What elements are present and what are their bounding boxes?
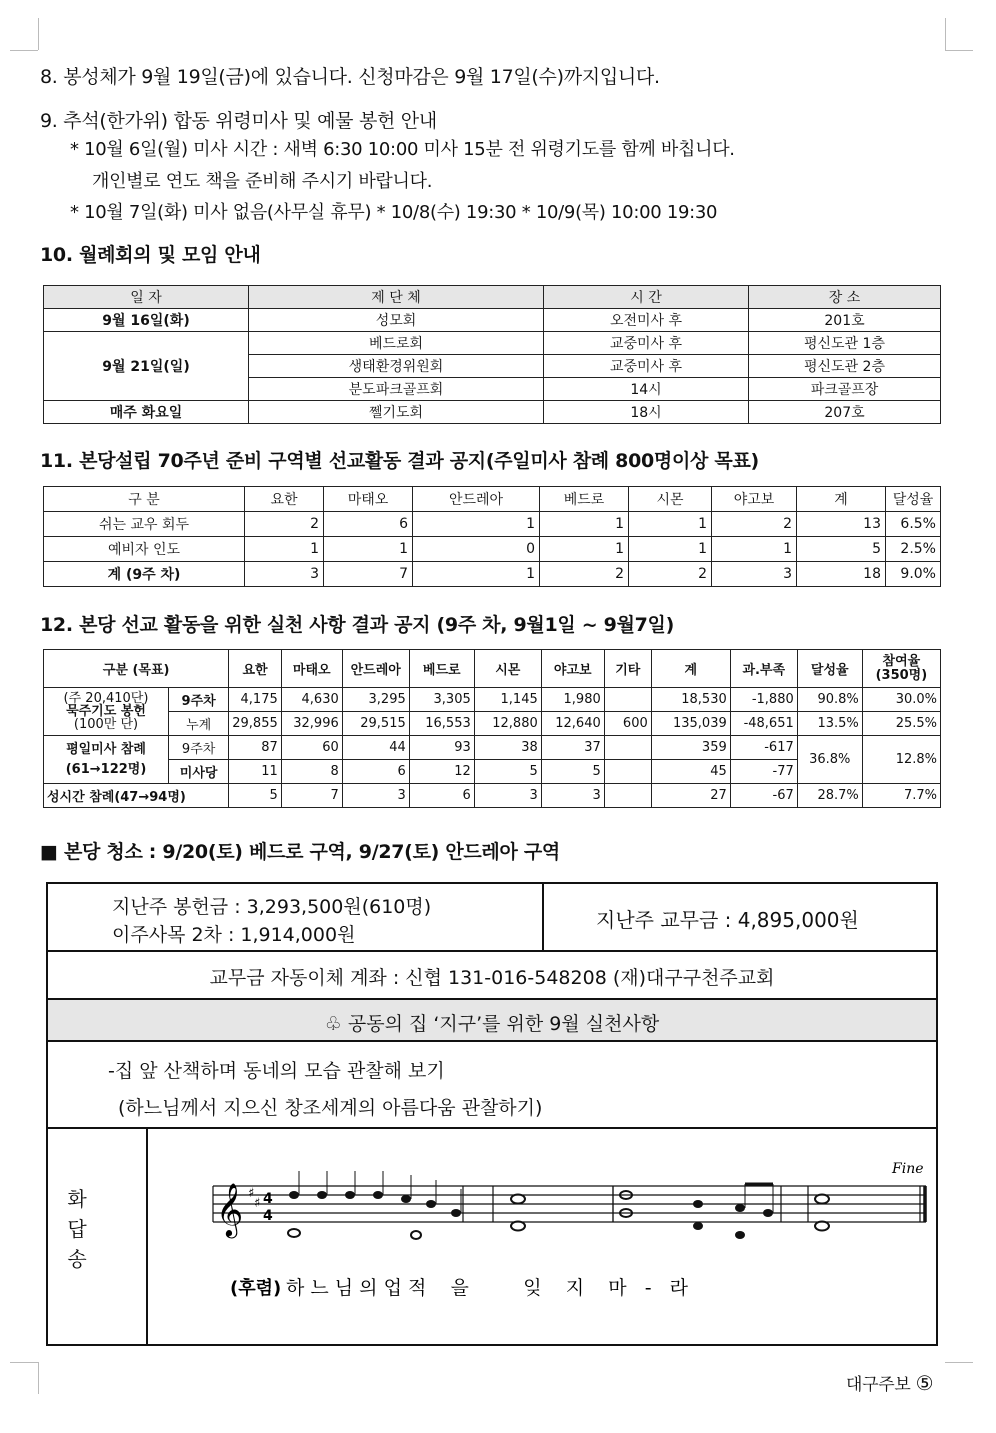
- table-cell: 93: [409, 736, 474, 760]
- mission70-table: [43, 486, 941, 587]
- practice-header: 과.부족: [730, 650, 797, 688]
- meetings-header-time: 시 간: [544, 286, 749, 309]
- practice-header: 야고보: [541, 650, 604, 688]
- mission70-header: 구 분: [44, 487, 245, 512]
- table-row: [44, 784, 941, 808]
- table-cell: 1: [413, 512, 540, 537]
- crop-mark: [38, 1362, 39, 1394]
- row-sublabel: 9주차: [169, 736, 229, 760]
- section-title-meetings: 10. 월례회의 및 모임 안내: [40, 244, 261, 266]
- time-signature: 4: [263, 1208, 273, 1224]
- table-cell: 1: [712, 537, 797, 562]
- table-cell: 7.7%: [862, 784, 940, 808]
- table-cell: 3: [712, 562, 797, 587]
- table-cell: 3: [541, 784, 604, 808]
- table-cell: 7: [324, 562, 413, 587]
- table-cell: 2.5%: [886, 537, 941, 562]
- table-cell: 16,553: [409, 712, 474, 736]
- meeting-date: 9월 21일(일): [44, 332, 249, 401]
- table-cell: 44: [342, 736, 409, 760]
- section-title-mission70: 11. 본당설립 70주년 준비 구역별 선교활동 결과 공지(주일미사 참례 800명이상 목표): [40, 450, 759, 472]
- table-cell: 27: [651, 784, 730, 808]
- finance-box: [46, 882, 938, 1346]
- mission70-header: 야고보: [712, 487, 797, 512]
- meeting-group: 성모회: [249, 309, 544, 332]
- row-sublabel: 누계: [169, 712, 229, 736]
- music-staff: [148, 1129, 938, 1344]
- mission70-label: 예비자 인도: [44, 537, 245, 562]
- mission70-header: 계: [797, 487, 886, 512]
- table-cell: 6: [342, 760, 409, 784]
- treble-clef-icon: 𝄞: [216, 1182, 244, 1236]
- meeting-date: 9월 16일(화): [44, 309, 249, 332]
- cleaning-notice: ■ 본당 청소 : 9/20(토) 베드로 구역, 9/27(토) 안드레아 구역: [40, 841, 560, 863]
- practice-table: [43, 649, 941, 808]
- sharp-icon: ♯: [254, 1196, 261, 1211]
- page-number: ⑤: [915, 1371, 934, 1395]
- table-cell: 38: [474, 736, 541, 760]
- table-cell: 12,640: [541, 712, 604, 736]
- table-cell: 359: [651, 736, 730, 760]
- table-cell: 2: [245, 512, 324, 537]
- meetings-header-group: 제 단 체: [249, 286, 544, 309]
- table-cell: [604, 760, 651, 784]
- table-cell: 6.5%: [886, 512, 941, 537]
- table-cell: 5: [474, 760, 541, 784]
- fine-marking: Fine: [892, 1161, 924, 1177]
- table-row: [44, 736, 941, 760]
- table-cell: [604, 688, 651, 712]
- meeting-group: 생태환경위원회: [249, 355, 544, 378]
- table-cell: 1: [245, 537, 324, 562]
- practice-header: 구분 (목표): [44, 650, 229, 688]
- offering-amount: 지난주 봉헌금 : 3,293,500원(610명): [112, 896, 432, 918]
- table-cell: 5: [797, 537, 886, 562]
- table-cell: 5: [541, 760, 604, 784]
- earth-line1: -집 앞 산책하며 동네의 모습 관찰해 보기: [108, 1060, 445, 1082]
- table-cell: 8: [281, 760, 342, 784]
- practice-header: 요한: [229, 650, 282, 688]
- practice-header: 참여율 (350명): [862, 650, 940, 688]
- rosary-label-title: 묵주기도 봉헌: [66, 704, 146, 719]
- mission70-header: 베드로: [540, 487, 629, 512]
- table-cell: 1,980: [541, 688, 604, 712]
- mission70-label: 계 (9주 차): [44, 562, 245, 587]
- table-cell: 37: [541, 736, 604, 760]
- table-cell: 28.7%: [797, 784, 862, 808]
- table-cell: 4,175: [229, 688, 282, 712]
- table-row: [44, 401, 941, 424]
- divider: [542, 884, 544, 950]
- table-cell: 1,145: [474, 688, 541, 712]
- table-cell: 12: [409, 760, 474, 784]
- row-sublabel: 9주차: [169, 688, 229, 712]
- mission70-header: 안드레아: [413, 487, 540, 512]
- meeting-place: 파크골프장: [749, 378, 941, 401]
- mass-participation-rate: 12.8%: [862, 736, 940, 784]
- mission70-header: 달성율: [886, 487, 941, 512]
- meeting-group: 쩰기도회: [249, 401, 544, 424]
- notes: [288, 1171, 829, 1239]
- notice-item9-line3: * 10월 7일(화) 미사 없음(사무실 휴무) * 10/8(수) 19:30 * 10/9(목) 10:00 19:30: [70, 202, 718, 223]
- finance-row: [48, 884, 936, 952]
- psalm-lyrics: 하 느 님 의 업 적 을 잊 지 마 - 라: [286, 1277, 689, 1299]
- table-row: [44, 332, 941, 355]
- meeting-place: 207호: [749, 401, 941, 424]
- crop-mark: [945, 50, 973, 51]
- table-cell: 1: [324, 537, 413, 562]
- table-cell: 1: [540, 537, 629, 562]
- notice-item9-line1: * 10월 6일(월) 미사 시간 : 새벽 6:30 10:00 미사 15분 전 위령기도를 함께 바칩니다.: [70, 139, 735, 160]
- meeting-place: 201호: [749, 309, 941, 332]
- second-collection: 이주사목 2차 : 1,914,000원: [112, 924, 356, 946]
- table-cell: 6: [409, 784, 474, 808]
- rosary-label-cell: [44, 688, 169, 736]
- earth-title-row: [48, 1000, 936, 1042]
- table-cell: 90.8%: [797, 688, 862, 712]
- table-cell: 29,515: [342, 712, 409, 736]
- table-row: [44, 512, 941, 537]
- table-cell: 2: [712, 512, 797, 537]
- meeting-time: 교중미사 후: [544, 332, 749, 355]
- table-row: [44, 688, 941, 712]
- table-cell: 1: [540, 512, 629, 537]
- table-cell: 60: [281, 736, 342, 760]
- meeting-group: 분도파크골프회: [249, 378, 544, 401]
- table-cell: 18: [797, 562, 886, 587]
- notice-item8: 8. 봉성체가 9월 19일(금)에 있습니다. 신청마감은 9월 17일(수)까지입니다.: [40, 66, 660, 88]
- meeting-time: 교중미사 후: [544, 355, 749, 378]
- table-cell: 1: [629, 512, 712, 537]
- meeting-time: 오전미사 후: [544, 309, 749, 332]
- table-cell: 11: [229, 760, 282, 784]
- table-cell: 13: [797, 512, 886, 537]
- table-cell: 32,996: [281, 712, 342, 736]
- rosary-label-weekly-goal: (주 20,410단): [63, 691, 149, 706]
- crop-mark: [945, 18, 946, 50]
- mission70-header: 마태오: [324, 487, 413, 512]
- crop-mark: [10, 1362, 38, 1363]
- meetings-header-date: 일 자: [44, 286, 249, 309]
- psalm-label: 화답송: [67, 1187, 87, 1271]
- dues-amount: 지난주 교무금 : 4,895,000원: [596, 908, 859, 932]
- table-cell: 2: [629, 562, 712, 587]
- table-cell: 18,530: [651, 688, 730, 712]
- crop-mark: [38, 18, 39, 50]
- table-row: [44, 309, 941, 332]
- table-row: [44, 562, 941, 587]
- meeting-date: 매주 화요일: [44, 401, 249, 424]
- table-cell: 1: [629, 537, 712, 562]
- meeting-group: 베드로회: [249, 332, 544, 355]
- meetings-table: [43, 285, 941, 424]
- table-cell: 9.0%: [886, 562, 941, 587]
- table-cell: -77: [730, 760, 797, 784]
- notice-item9-line2: 개인별로 연도 책을 준비해 주시기 바랍니다.: [92, 171, 433, 192]
- practice-header: 베드로: [409, 650, 474, 688]
- meetings-header-place: 장 소: [749, 286, 941, 309]
- table-cell: 600: [604, 712, 651, 736]
- mass-label-title: 평일미사 참례: [66, 741, 146, 757]
- table-cell: 1: [413, 562, 540, 587]
- mission70-label: 쉬는 교우 회두: [44, 512, 245, 537]
- table-cell: 30.0%: [862, 688, 940, 712]
- time-signature: 4: [263, 1191, 273, 1207]
- table-cell: 5: [229, 784, 282, 808]
- mass-label-goal: (61→122명): [65, 761, 147, 777]
- table-cell: 4,630: [281, 688, 342, 712]
- sharp-icon: ♯: [248, 1186, 255, 1201]
- notice-item9-title: 9. 추석(한가위) 합동 위령미사 및 예물 봉헌 안내: [40, 110, 437, 132]
- table-cell: 87: [229, 736, 282, 760]
- earth-title: ♧ 공동의 집 ‘지구’를 위한 9월 실천사항: [324, 1013, 660, 1035]
- table-cell: 3: [245, 562, 324, 587]
- table-cell: -67: [730, 784, 797, 808]
- refrain-label: (후렴): [230, 1278, 282, 1299]
- table-row: [44, 537, 941, 562]
- section-title-practice: 12. 본당 선교 활동을 위한 실천 사항 결과 공지 (9주 차, 9월1일 ~ 9월7일): [40, 614, 674, 636]
- table-cell: [604, 784, 651, 808]
- table-cell: [604, 736, 651, 760]
- earth-line2: (하느님께서 지으신 창조세계의 아름다움 관찰하기): [118, 1097, 543, 1119]
- crop-mark: [945, 1362, 973, 1363]
- mission70-header: 시몬: [629, 487, 712, 512]
- row-sublabel: 미사당: [169, 760, 229, 784]
- account-row: [48, 952, 936, 1000]
- table-cell: -48,651: [730, 712, 797, 736]
- earth-body-row: [48, 1042, 936, 1129]
- table-cell: 7: [281, 784, 342, 808]
- table-cell: 0: [413, 537, 540, 562]
- table-cell: 45: [651, 760, 730, 784]
- table-cell: -617: [730, 736, 797, 760]
- mass-label-cell: [44, 736, 169, 784]
- practice-header: 달성율: [797, 650, 862, 688]
- meeting-place: 평신도관 1층: [749, 332, 941, 355]
- table-cell: 6: [324, 512, 413, 537]
- mission70-header: 요한: [245, 487, 324, 512]
- table-cell: 3,305: [409, 688, 474, 712]
- practice-header: 기타: [604, 650, 651, 688]
- table-cell: 12,880: [474, 712, 541, 736]
- crop-mark: [10, 50, 38, 51]
- practice-header: 시몬: [474, 650, 541, 688]
- meeting-time: 18시: [544, 401, 749, 424]
- practice-header: 계: [651, 650, 730, 688]
- account-info: 교무금 자동이체 계좌 : 신협 131-016-548208 (재)대구구천주교회: [209, 967, 775, 989]
- practice-header: 안드레아: [342, 650, 409, 688]
- table-cell: 2: [540, 562, 629, 587]
- rosary-label-total-goal: (100만 단): [73, 717, 139, 732]
- table-cell: 13.5%: [797, 712, 862, 736]
- table-cell: -1,880: [730, 688, 797, 712]
- mass-achievement-rate: 36.8%: [797, 736, 862, 784]
- meeting-place: 평신도관 2층: [749, 355, 941, 378]
- table-cell: 29,855: [229, 712, 282, 736]
- holy-hour-label: 성시간 참례(47→94명): [44, 784, 229, 808]
- meeting-time: 14시: [544, 378, 749, 401]
- table-cell: 3: [342, 784, 409, 808]
- practice-header: 마태오: [281, 650, 342, 688]
- psalm-score: [146, 1129, 938, 1344]
- table-cell: 3,295: [342, 688, 409, 712]
- table-row: [44, 712, 941, 736]
- footer-label: [846, 1370, 933, 1395]
- table-cell: 25.5%: [862, 712, 940, 736]
- table-cell: 135,039: [651, 712, 730, 736]
- footer-text: 대구주보: [846, 1375, 911, 1395]
- table-cell: 3: [474, 784, 541, 808]
